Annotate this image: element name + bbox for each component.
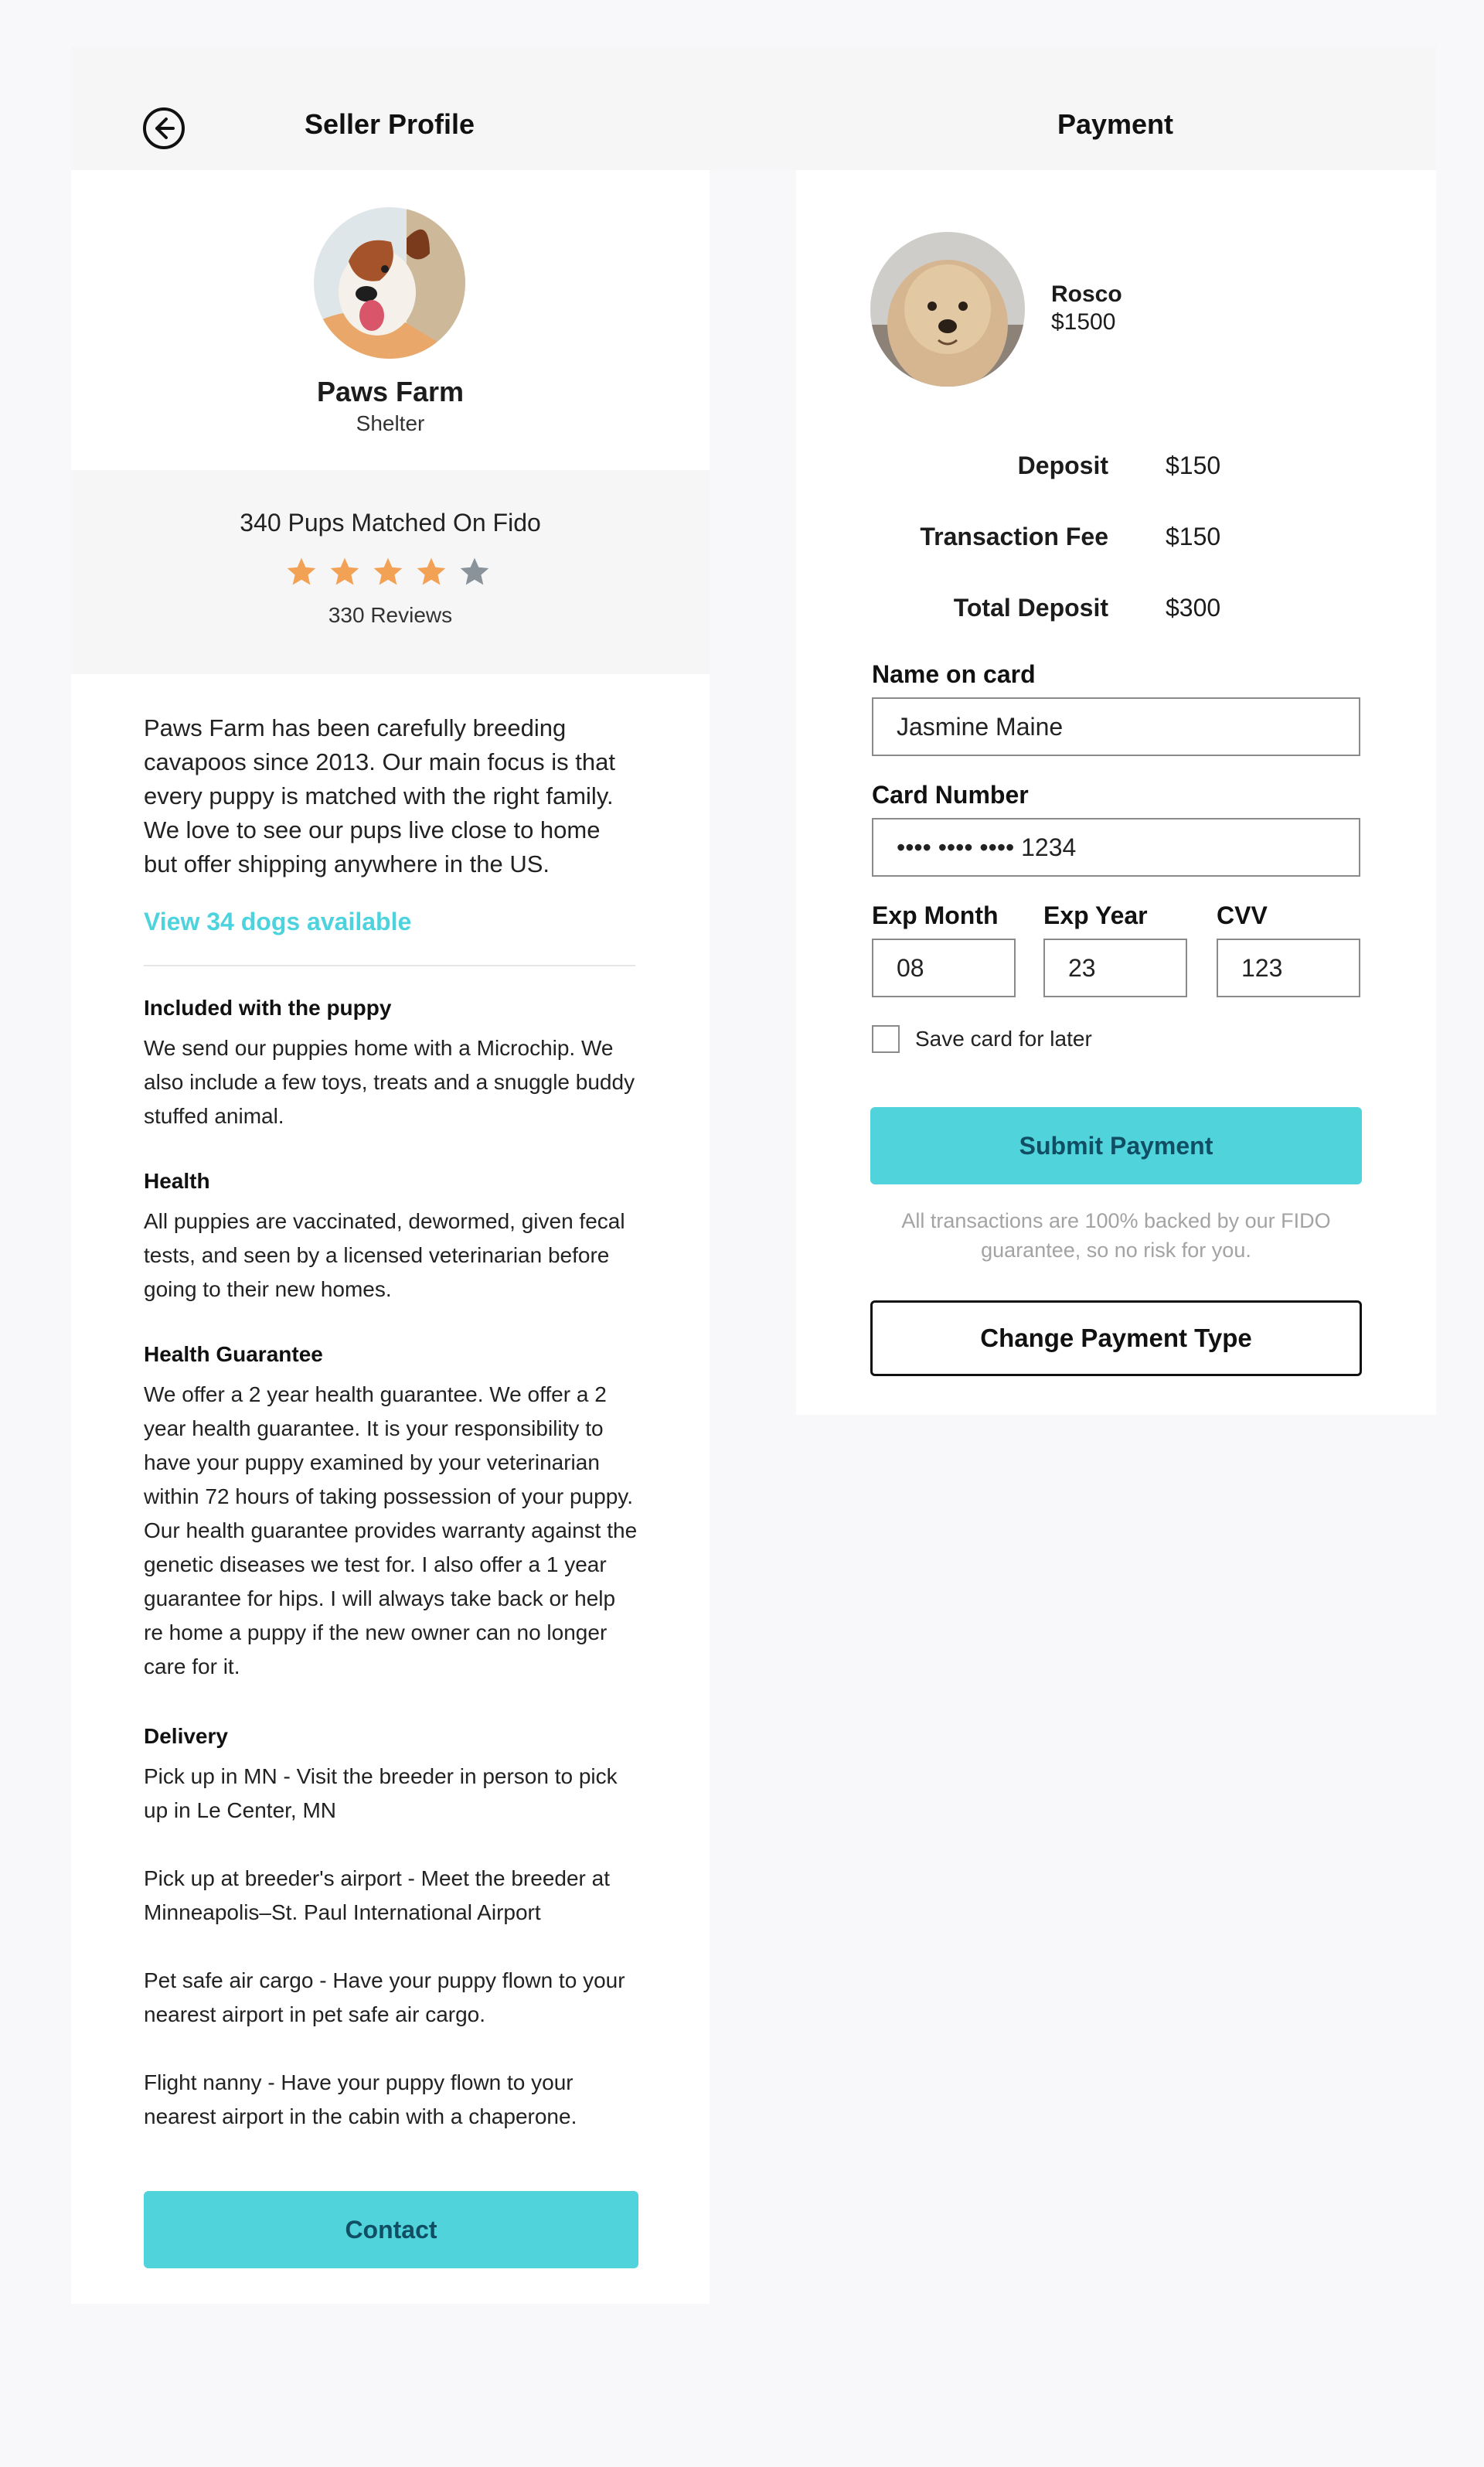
star-filled-icon <box>328 555 362 589</box>
transaction-fee-label: Transaction Fee <box>920 523 1108 550</box>
back-button[interactable] <box>142 107 186 150</box>
view-dogs-link[interactable]: View 34 dogs available <box>144 908 412 935</box>
star-filled-icon <box>284 555 318 589</box>
submit-payment-button[interactable]: Submit Payment <box>870 1107 1362 1184</box>
back-arrow-icon <box>142 107 186 150</box>
name-on-card-field[interactable]: Jasmine Maine <box>872 697 1360 756</box>
save-card-checkbox[interactable] <box>872 1025 900 1053</box>
exp-year-field[interactable]: 23 <box>1043 939 1187 997</box>
seller-avatar <box>314 207 465 359</box>
cvv-field[interactable]: 123 <box>1217 939 1360 997</box>
included-body: We send our puppies home with a Microchip. We also include a few toys, treats and a snuggle buddy stuffed animal. <box>144 1036 635 1128</box>
dog-photo-icon <box>314 207 465 359</box>
health-guarantee-title: Health Guarantee <box>144 1342 323 1366</box>
name-on-card-label: Name on card <box>872 660 1036 688</box>
seller-type: Shelter <box>356 411 425 435</box>
delivery-item: Pick up at breeder's airport - Meet the breeder at Minneapolis–St. Paul International Airport <box>144 1866 610 1924</box>
delivery-item: Flight nanny - Have your puppy flown to your nearest airport in the cabin with a chaperone. <box>144 2070 577 2128</box>
included-title: Included with the puppy <box>144 996 392 1020</box>
delivery-item: Pet safe air cargo - Have your puppy flown to your nearest airport in pet safe air cargo. <box>144 1968 625 2026</box>
save-card-label[interactable]: Save card for later <box>915 1027 1092 1051</box>
star-filled-icon <box>414 555 448 589</box>
seller-profile-title: Seller Profile <box>304 108 475 140</box>
deposit-label: Deposit <box>1017 451 1108 479</box>
divider <box>144 965 635 966</box>
guarantee-note: All transactions are 100% backed by our FIDO guarantee, so no risk for you. <box>901 1209 1331 1262</box>
dog-photo-icon <box>870 232 1025 387</box>
pups-matched-count: 340 Pups Matched On Fido <box>240 509 541 537</box>
transaction-fee-value: $150 <box>1166 523 1221 550</box>
card-number-label: Card Number <box>872 781 1029 809</box>
change-payment-type-button[interactable]: Change Payment Type <box>870 1300 1362 1376</box>
total-deposit-label: Total Deposit <box>953 594 1108 622</box>
star-filled-icon <box>371 555 405 589</box>
payment-title: Payment <box>1057 108 1174 140</box>
contact-button[interactable]: Contact <box>144 2191 638 2268</box>
dog-name: Rosco <box>1051 281 1122 307</box>
dog-avatar <box>870 232 1025 387</box>
exp-month-field[interactable]: 08 <box>872 939 1016 997</box>
total-deposit-value: $300 <box>1166 594 1221 622</box>
health-guarantee-body: We offer a 2 year health guarantee. We offer a 2 year health guarantee. It is your responsibility to have your puppy examined by your veterinarian within 72 hours of taking possession of your puppy. Our health guarantee provides warranty against the genetic diseases we test for. I also offer a 1 year guarantee for hips. I will always take back or help re home a puppy if the new owner can no longer care for it. <box>144 1382 638 1678</box>
cvv-label: CVV <box>1217 901 1268 929</box>
seller-about: Paws Farm has been carefully breeding cavapoos since 2013. Our main focus is that every puppy is matched with the right family. We love to see our pups live close to home but offer shipping anywhere in the US. <box>144 714 615 877</box>
health-title: Health <box>144 1169 210 1193</box>
delivery-item: Pick up in MN - Visit the breeder in person to pick up in Le Center, MN <box>144 1764 618 1822</box>
exp-year-label: Exp Year <box>1043 901 1148 929</box>
delivery-title: Delivery <box>144 1724 228 1748</box>
dog-price: $1500 <box>1051 309 1116 335</box>
rating-stars <box>284 555 492 589</box>
exp-month-label: Exp Month <box>872 901 999 929</box>
review-count: 330 Reviews <box>328 603 453 627</box>
health-body: All puppies are vaccinated, dewormed, given fecal tests, and seen by a licensed veterinarian before going to their new homes. <box>144 1209 625 1301</box>
deposit-value: $150 <box>1166 451 1221 479</box>
seller-name: Paws Farm <box>316 376 465 407</box>
card-number-field[interactable]: •••• •••• •••• 1234 <box>872 818 1360 877</box>
star-empty-icon <box>458 555 492 589</box>
